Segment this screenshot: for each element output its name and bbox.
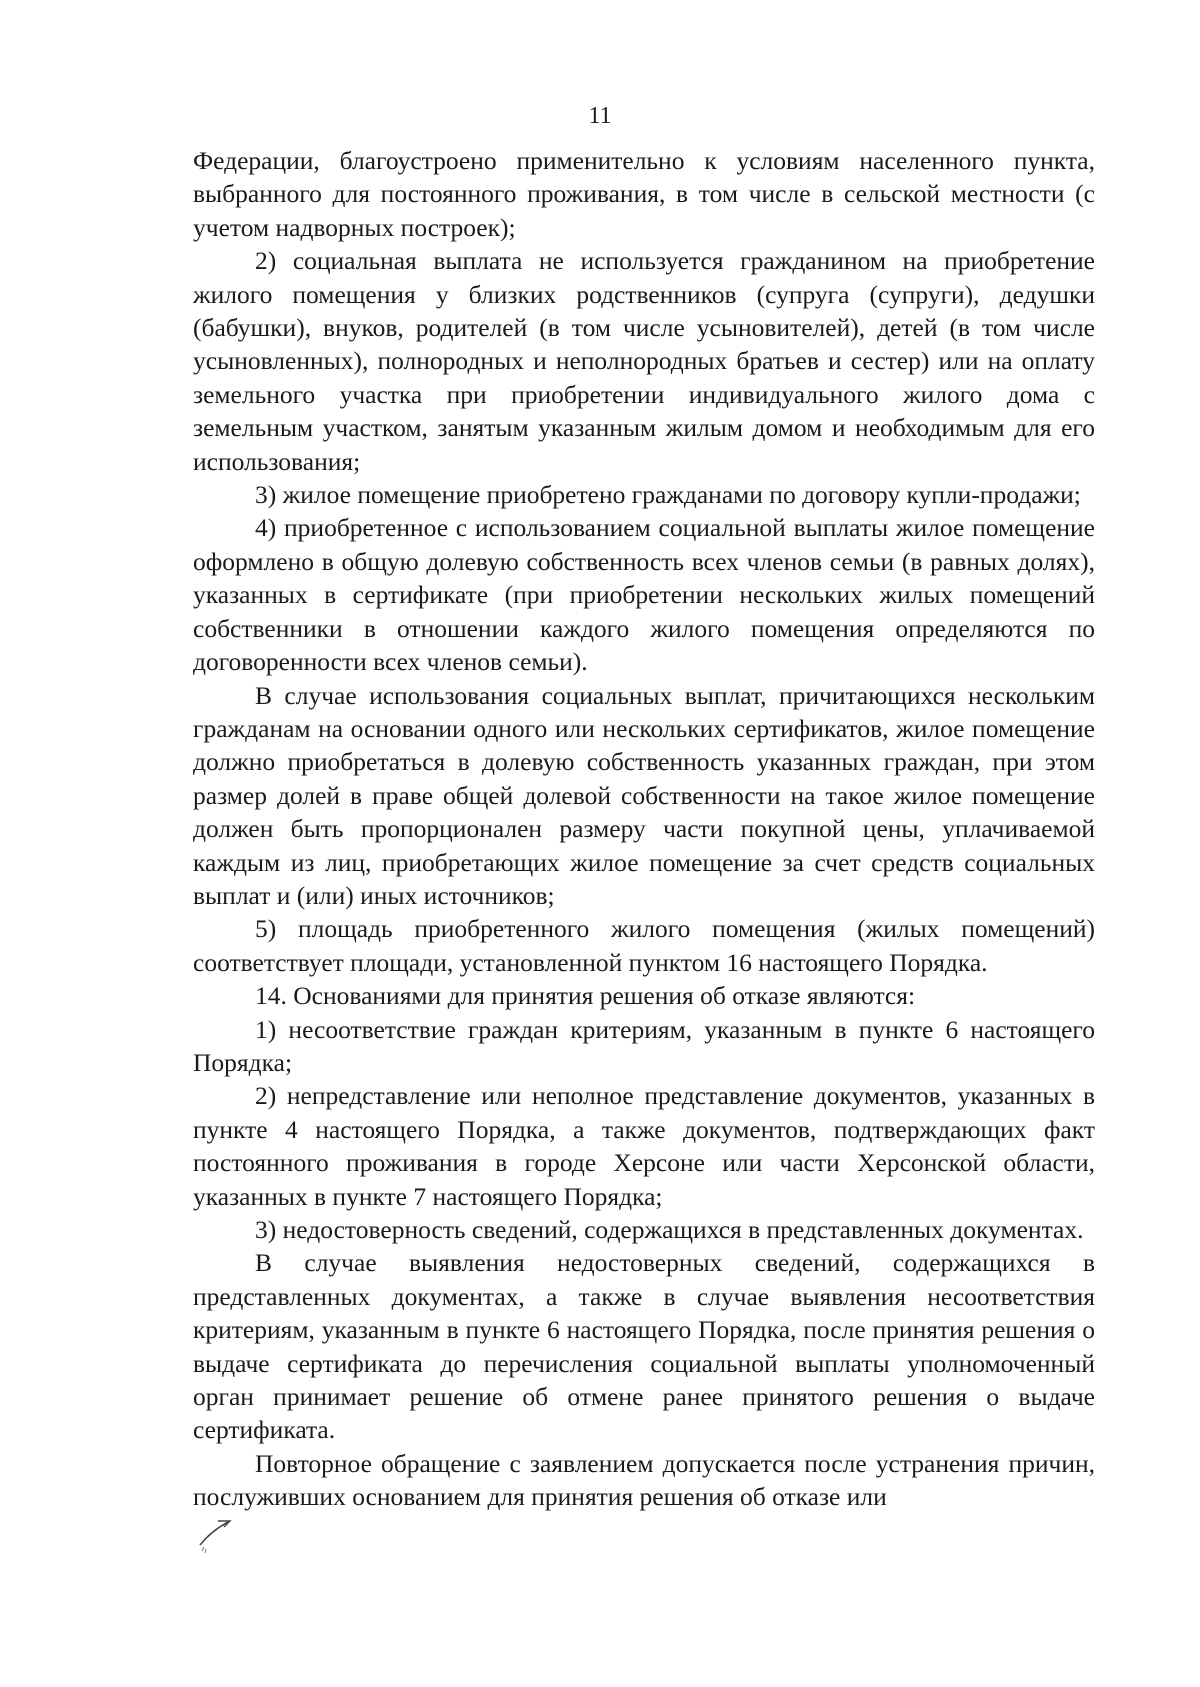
paragraph-repeat-application: Повторное обращение с заявлением допускается после устранения причин, послуживших основанием для принятия решения об отказе или	[193, 1448, 1095, 1512]
paragraph-refusal-1: 1) несоответствие граждан критериям, указанным в пункте 6 настоящего Порядка;	[193, 1014, 1095, 1077]
page-number: 11	[588, 103, 612, 129]
paragraph-section-14: 14. Основаниями для принятия решения об отказе являются:	[255, 981, 916, 1011]
document-body	[193, 144, 1095, 1514]
pen-stroke-mark	[196, 1515, 236, 1555]
paragraph-item-3: 3) жилое помещение приобретено гражданами по договору купли-продажи;	[255, 480, 1081, 510]
paragraph-shared-ownership: В случае использования социальных выплат, причитающихся нескольким гражданам на основании одного или нескольких сертификатов, жилое помещение должно приобретаться в долевую собственность указанных граждан, при этом размер долей в праве общей долевой собственности на такое жилое помещение должен быть пропорционален размеру части покупной цены, уплачиваемой каждым из лиц, приобретающих жилое помещение за счет средств социальных выплат и (или) иных источников;	[193, 680, 1095, 910]
paragraph-item-4: 4) приобретенное с использованием социальной выплаты жилое помещение оформлено в общую долевую собственность всех членов семьи (в равных долях), указанных в сертификате (при приобретении нескольких жилых помещений собственники в отношении каждого жилого помещения определяются по договоренности всех членов семьи).	[193, 513, 1095, 677]
paragraph-refusal-3: 3) недостоверность сведений, содержащихся в представленных документах.	[255, 1215, 1084, 1244]
paragraph-refusal-2: 2) непредставление или неполное представление документов, указанных в пункте 4 настоящего Порядка, а также документов, подтверждающих факт постоянного проживания в городе Херсоне или части Херсонской области, указанных в пункте 7 настоящего Порядка;	[193, 1081, 1095, 1211]
paragraph-continuation: Федерации, благоустроено применительно к условиям населенного пункта, выбранного для постоянного проживания, в том числе в сельской местности (с учетом надворных построек);	[193, 146, 1095, 242]
paragraph-item-2: 2) социальная выплата не используется гражданином на приобретение жилого помещения у близких родственников (супруга (супруги), дедушки (бабушки), внуков, родителей (в том числе усыновителей), детей (в том числе усыновленных), полнородных и неполнородных братьев и сестер) или на оплату земельного участка при приобретении индивидуального жилого дома с земельным участком, занятым указанным жилым домом и необходимым для его использования;	[193, 246, 1095, 476]
paragraph-certificate-cancel: В случае выявления недостоверных сведений, содержащихся в представленных документах, а также в случае выявления несоответствия критериям, указанным в пункте 6 настоящего Порядка, после принятия решения о выдаче сертификата до перечисления социальной выплаты уполномоченный орган принимает решение об отмене ранее принятого решения о выдаче сертификата.	[193, 1248, 1095, 1445]
paragraph-item-5: 5) площадь приобретенного жилого помещения (жилых помещений) соответствует площади, установленной пунктом 16 настоящего Порядка.	[193, 914, 1095, 977]
